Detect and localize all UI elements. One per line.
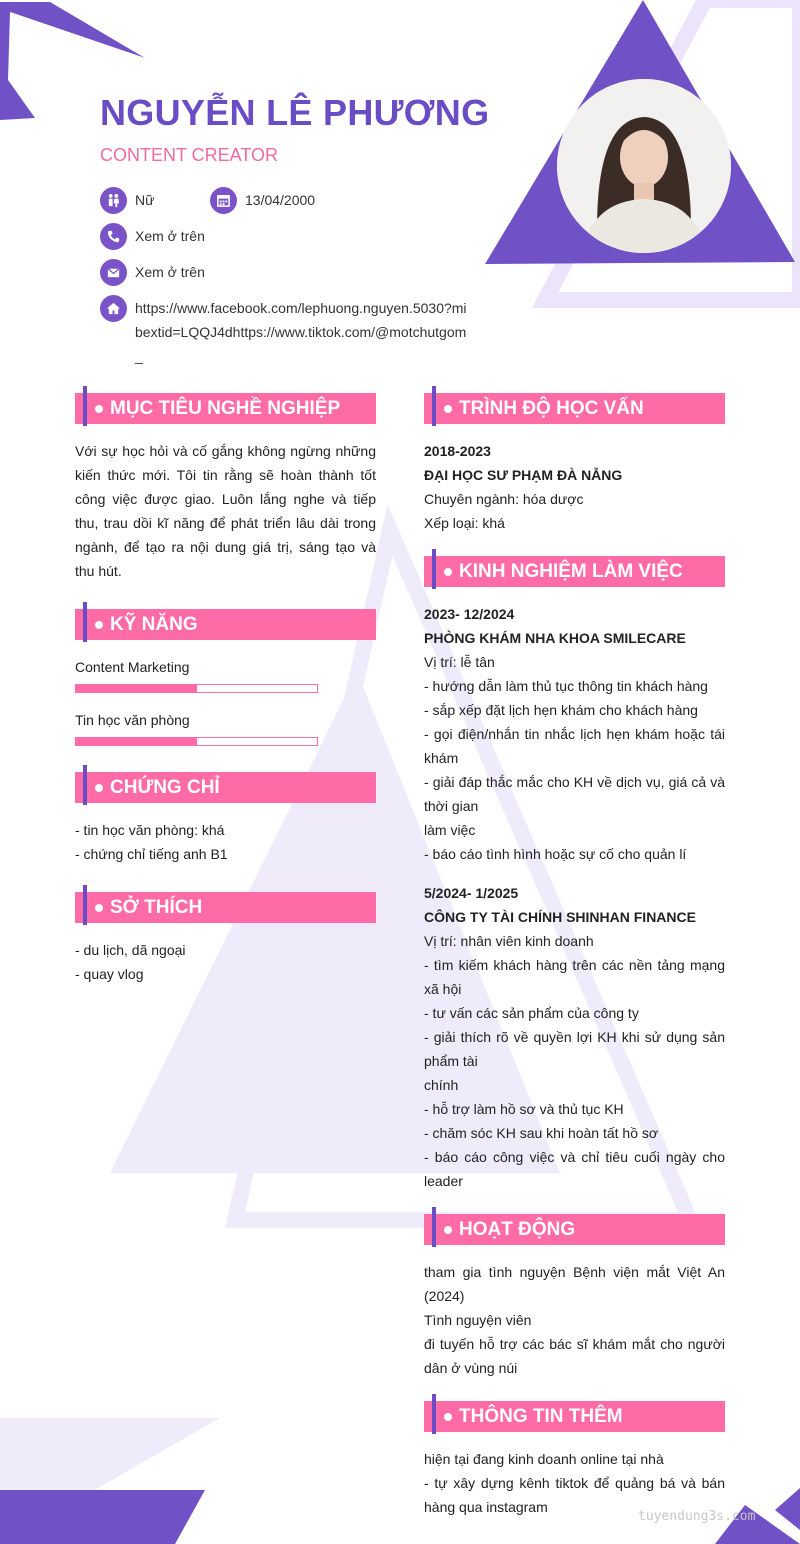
- section-title: THÔNG TIN THÊM: [459, 1405, 623, 1427]
- experience-job: [424, 602, 725, 866]
- section-header-experience: [424, 556, 725, 587]
- section-title: MỤC TIÊU NGHỀ NGHIỆP: [110, 397, 341, 419]
- job-duty: - báo cáo công việc và chỉ tiêu cuối ngày cho leader: [424, 1149, 725, 1189]
- phone-row: [100, 223, 205, 250]
- portrait-image: [557, 79, 731, 253]
- list-item: - chứng chỉ tiếng anh B1: [75, 846, 228, 862]
- candidate-name: NGUYỄN LÊ PHƯƠNG: [100, 92, 490, 133]
- header-accent-bar: [432, 1207, 436, 1247]
- certificates-list: [75, 818, 376, 866]
- header-dot: [444, 1226, 452, 1234]
- section-header-certificates: [75, 772, 376, 803]
- job-company: PHÒNG KHÁM NHA KHOA SMILECARE: [424, 630, 686, 646]
- watermark: tuyendung3s.com: [638, 1509, 756, 1524]
- header-accent-bar: [432, 1394, 436, 1434]
- education-school: ĐẠI HỌC SƯ PHẠM ĐÀ NẴNG: [424, 467, 623, 483]
- email-row: [100, 259, 205, 286]
- job-duty: - tư vấn các sản phẩm của công ty: [424, 1005, 639, 1021]
- list-item: tham gia tình nguyện Bệnh viện mắt Việt An (2024): [424, 1264, 725, 1304]
- job-position: Vị trí: nhân viên kinh doanh: [424, 933, 594, 949]
- list-item: - quay vlog: [75, 966, 144, 982]
- section-title: HOẠT ĐỘNG: [459, 1218, 576, 1240]
- list-item: đi tuyến hỗ trợ các bác sĩ khám mắt cho người dân ở vùng núi: [424, 1336, 725, 1376]
- gender-value: Nữ: [135, 192, 155, 208]
- skill-label: Tin học văn phòng: [75, 712, 190, 728]
- header-accent-bar: [83, 602, 87, 642]
- header-dot: [95, 405, 103, 413]
- phone-value: Xem ở trên: [135, 228, 205, 244]
- home-icon: [100, 295, 127, 322]
- job-duty: làm việc: [424, 822, 476, 838]
- job-duty: - giải thích rõ về quyền lợi KH khi sử dụng sản phẩm tài: [424, 1029, 725, 1069]
- list-item: - tin học văn phòng: khá: [75, 822, 225, 838]
- email-value: Xem ở trên: [135, 264, 205, 280]
- list-item: hiện tại đang kinh doanh online tại nhà: [424, 1451, 664, 1467]
- header-dot: [444, 568, 452, 576]
- skill-bar: [75, 737, 318, 746]
- job-position: Vị trí: lễ tân: [424, 654, 495, 670]
- section-header-objective: [75, 393, 376, 424]
- website-row: [100, 295, 470, 368]
- header-accent-bar: [83, 386, 87, 426]
- skill-label: Content Marketing: [75, 659, 190, 675]
- objective-text: Với sự học hỏi và cố gắng không ngừng những kiến thức mới. Tôi tin rằng sẽ hoàn thành tốt công việc được giao. Luôn lắng nghe và tiếp thu, trau dồi kĩ năng để phát triển lâu dài trong ngành, để tạo ra nội dung giá trị, sáng tạo và thu hút.: [75, 443, 376, 579]
- job-duty: - hỗ trợ làm hồ sơ và thủ tục KH: [424, 1101, 624, 1117]
- phone-icon: [100, 223, 127, 250]
- activities-list: [424, 1260, 725, 1380]
- section-title: KINH NGHIỆM LÀM VIỆC: [459, 560, 683, 582]
- website-value[interactable]: https://www.facebook.com/lephuong.nguyen.5030?mibextid=LQQJ4dhttps://www.tiktok.com/@motchutgom_: [135, 300, 467, 364]
- bottom-right-corner-triangle: [775, 1488, 800, 1530]
- header-accent-bar: [83, 765, 87, 805]
- hobbies-list: [75, 938, 376, 986]
- list-item: Tình nguyện viên: [424, 1312, 532, 1328]
- job-duty: - sắp xếp đặt lịch hẹn khám cho khách hàng: [424, 702, 698, 718]
- education-period: 2018-2023: [424, 443, 491, 459]
- education-grade: Xếp loại: khá: [424, 515, 505, 531]
- section-title: KỸ NĂNG: [110, 613, 198, 635]
- header-dot: [95, 904, 103, 912]
- header-dot: [444, 1413, 452, 1421]
- skill-bar: [75, 684, 318, 693]
- job-duty: - tìm kiếm khách hàng trên các nền tảng mạng xã hội: [424, 957, 725, 997]
- education-major: Chuyên ngành: hóa dược: [424, 491, 584, 507]
- job-period: 2023- 12/2024: [424, 606, 515, 622]
- section-header-activities: [424, 1214, 725, 1245]
- section-header-education: [424, 393, 725, 424]
- header-accent-bar: [432, 386, 436, 426]
- job-duty: - gọi điện/nhắn tin nhắc lịch hẹn khám hoặc tái khám: [424, 726, 725, 766]
- gender-row: [100, 187, 154, 214]
- list-item: - du lịch, dã ngoại: [75, 942, 186, 958]
- job-period: 5/2024- 1/2025: [424, 885, 519, 901]
- job-duty: - báo cáo tình hình hoặc sự cố cho quản lí: [424, 846, 687, 862]
- job-duty: - chăm sóc KH sau khi hoàn tất hồ sơ: [424, 1125, 659, 1141]
- education-block: [424, 439, 725, 535]
- header-dot: [95, 784, 103, 792]
- section-title: TRÌNH ĐỘ HỌC VẤN: [459, 397, 644, 419]
- header-accent-bar: [83, 885, 87, 925]
- list-item: - tự xây dựng kênh tiktok để quảng bá và bán hàng qua instagram: [424, 1475, 725, 1515]
- experience-job: [424, 881, 725, 1193]
- section-header-hobbies: [75, 892, 376, 923]
- header-accent-bar: [432, 549, 436, 589]
- section-header-skills: [75, 609, 376, 640]
- birthday-value: 13/04/2000: [245, 192, 316, 208]
- birthday-row: [210, 187, 315, 214]
- header-dot: [95, 621, 103, 629]
- avatar: [557, 79, 731, 253]
- gender-icon: [100, 187, 127, 214]
- job-title: CONTENT CREATOR: [100, 145, 279, 165]
- section-header-additional: [424, 1401, 725, 1432]
- skill-bar-fill: [76, 685, 197, 692]
- email-icon: [100, 259, 127, 286]
- job-duty: - hướng dẫn làm thủ tục thông tin khách hàng: [424, 678, 708, 694]
- job-duty: - giải đáp thắc mắc cho KH về dịch vụ, giá cả và thời gian: [424, 774, 725, 814]
- job-company: CÔNG TY TÀI CHÍNH SHINHAN FINANCE: [424, 909, 696, 925]
- header-dot: [444, 405, 452, 413]
- calendar-icon: [210, 187, 237, 214]
- job-duty: chính: [424, 1077, 459, 1093]
- skill-bar-fill: [76, 738, 197, 745]
- bottom-left-triangle: [0, 1490, 205, 1544]
- section-title: SỞ THÍCH: [110, 896, 203, 918]
- section-title: CHỨNG CHỈ: [110, 776, 220, 798]
